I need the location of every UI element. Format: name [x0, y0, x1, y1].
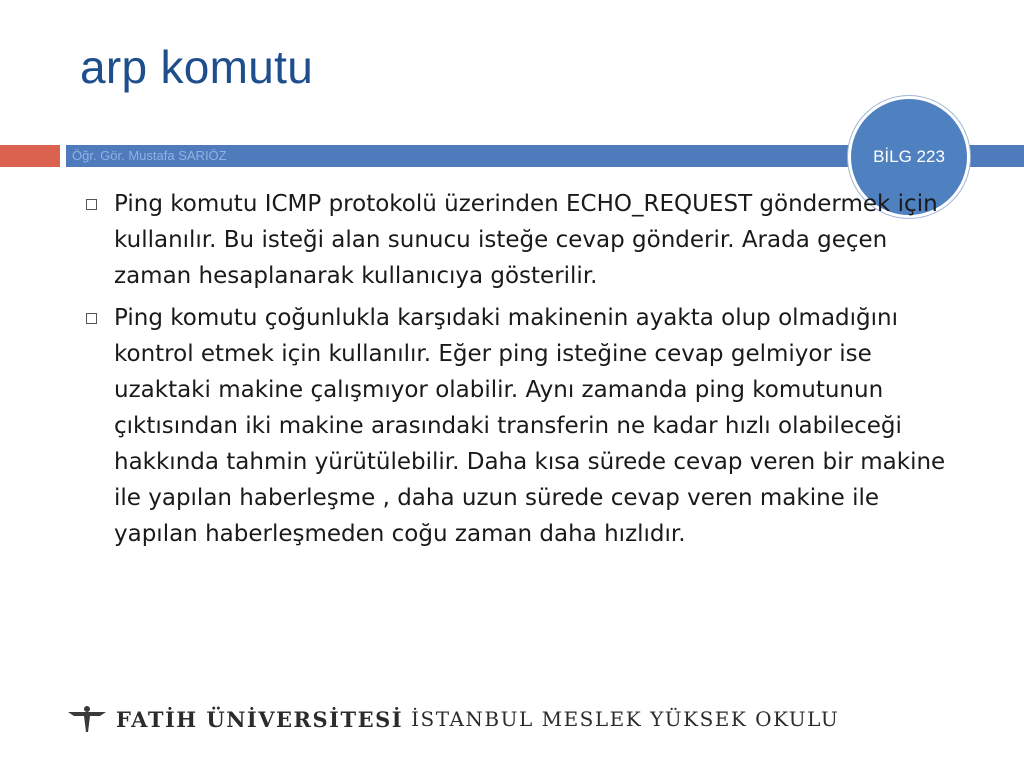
- course-code: BİLG 223: [873, 147, 945, 166]
- fatih-university-logo-icon: [66, 704, 108, 734]
- bullet-item: [80, 300, 970, 552]
- square-bullet-icon: [80, 186, 114, 222]
- bullet-item: [80, 186, 970, 294]
- footer: [66, 702, 839, 736]
- footer-university: FATİH ÜNİVERSİTESİ: [116, 706, 404, 732]
- square-bullet-icon: [80, 300, 114, 336]
- slide-content: [80, 186, 970, 558]
- bullet-text: Ping komutu ICMP protokolü üzerinden ECHO_REQUEST göndermek için kullanılır. Bu isteği alan sunucu isteğe cevap gönderir. Arada geçen zaman hesaplanarak kullanıcıya gösterilir.: [114, 191, 938, 289]
- footer-school: İSTANBUL MESLEK YÜKSEK OKULU: [411, 707, 840, 731]
- instructor-name: Öğr. Gör. Mustafa SARIÖZ: [72, 148, 227, 163]
- slide-title: arp komutu: [80, 41, 314, 93]
- header-band-accent: [0, 145, 60, 167]
- bullet-text: Ping komutu çoğunlukla karşıdaki makinenin ayakta olup olmadığını kontrol etmek için kullanılır. Eğer ping isteğine cevap gelmiyor ise uzaktaki makine çalışmıyor olabilir. Aynı zamanda ping komutunun çıktısından iki makine arasındaki transferin ne kadar hızlı olabileceği hakkında tahmin yürütülebilir. Daha kısa sürede cevap veren bir makine ile yapılan haberleşme , daha uzun sürede cevap veren makine ile yapılan haberleşmeden coğu zaman daha hızlıdır.: [114, 305, 946, 547]
